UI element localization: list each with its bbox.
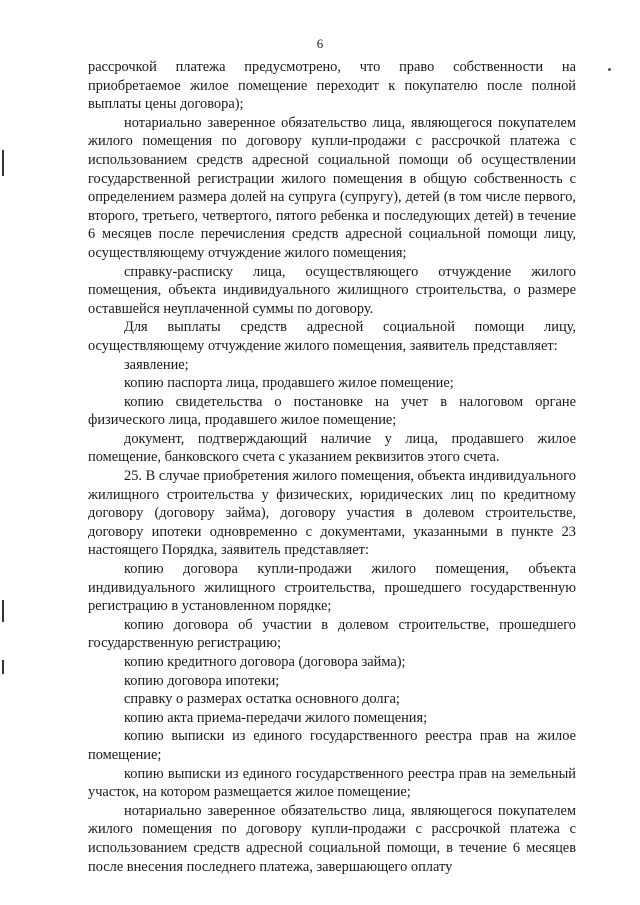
paragraph: копию свидетельства о постановке на учет в налоговом органе физического лица, продавшего жилое помещение;	[88, 393, 576, 429]
paragraph: Для выплаты средств адресной социальной помощи лицу, осуществляющему отчуждение жилого помещения, заявитель представляет:	[88, 319, 576, 354]
paragraph: справку-расписку лица, осуществляющего отчуждение жилого помещения, объекта индивидуального жилищного строительства, о размере оставшейся неуплаченной суммы по договору.	[88, 263, 576, 317]
paragraph: копию договора купли-продажи жилого помещения, объекта индивидуального жилищного строительства, прошедшего государственную регистрацию в установленном порядке;	[88, 561, 576, 615]
paragraph: рассрочкой платежа предусмотрено, что право собственности на приобретаемое жилое помещение переходит к покупателю после полной выплаты цены договора);	[88, 59, 576, 113]
paragraph: заявление;	[124, 356, 189, 373]
paragraph: копию акта приема-передачи жилого помещения;	[124, 709, 428, 726]
paragraph: копию договора ипотеки;	[124, 672, 280, 689]
scan-edge-mark-bottom	[2, 660, 4, 674]
scan-edge-mark-middle	[2, 600, 4, 622]
paragraph: копию выписки из единого государственного реестра прав на земельный участок, на котором размещается жилое помещение;	[88, 765, 576, 801]
paragraph: документ, подтверждающий наличие у лица, продавшего жилое помещение, банковского счета с указанием реквизитов этого счета.	[88, 430, 576, 466]
paragraph: копию кредитного договора (договора займа);	[124, 654, 406, 670]
paragraph: нотариально заверенное обязательство лица, являющегося покупателем жилого помещения по договору купли-продажи с рассрочкой платежа с использованием средств адресной социальной помощи, в течение 6 месяцев после внесения последнего платежа, завершающего оплату	[88, 802, 576, 875]
page-number: 6	[316, 36, 324, 51]
paragraph: копию договора об участии в долевом строительстве, прошедшего государственную регистрацию;	[88, 616, 576, 652]
scan-edge-mark-top	[2, 150, 4, 176]
document-body	[88, 58, 576, 876]
paragraph: копию выписки из единого государственного реестра прав на жилое помещение;	[88, 728, 576, 763]
paragraph: нотариально заверенное обязательство лица, являющегося покупателем жилого помещения по договору купли-продажи с рассрочкой платежа с использованием средств адресной социальной помощи об осуществлении государственной регистрации жилого помещения в общую собственность с определением размера долей на супруга (супругу), детей (в том числе первого, второго, третьего, четвертого, пятого ребенка и последующих детей) в течение 6 месяцев после перечисления средств адресной социальной помощи лицу, осуществляющему отчуждение жилого помещения;	[88, 114, 576, 261]
scan-dot-mark	[608, 68, 611, 71]
paragraph: 25. В случае приобретения жилого помещения, объекта индивидуального жилищного строительства у физических, юридических лиц по кредитному договору (договору займа), договору участия в долевом строительстве, договору ипотеки одновременно с документами, указанными в пункте 23 настоящего Порядка, заявитель представляет:	[88, 468, 576, 559]
paragraph: копию паспорта лица, продавшего жилое помещение;	[124, 375, 454, 392]
paragraph: справку о размерах остатка основного долга;	[124, 691, 400, 708]
